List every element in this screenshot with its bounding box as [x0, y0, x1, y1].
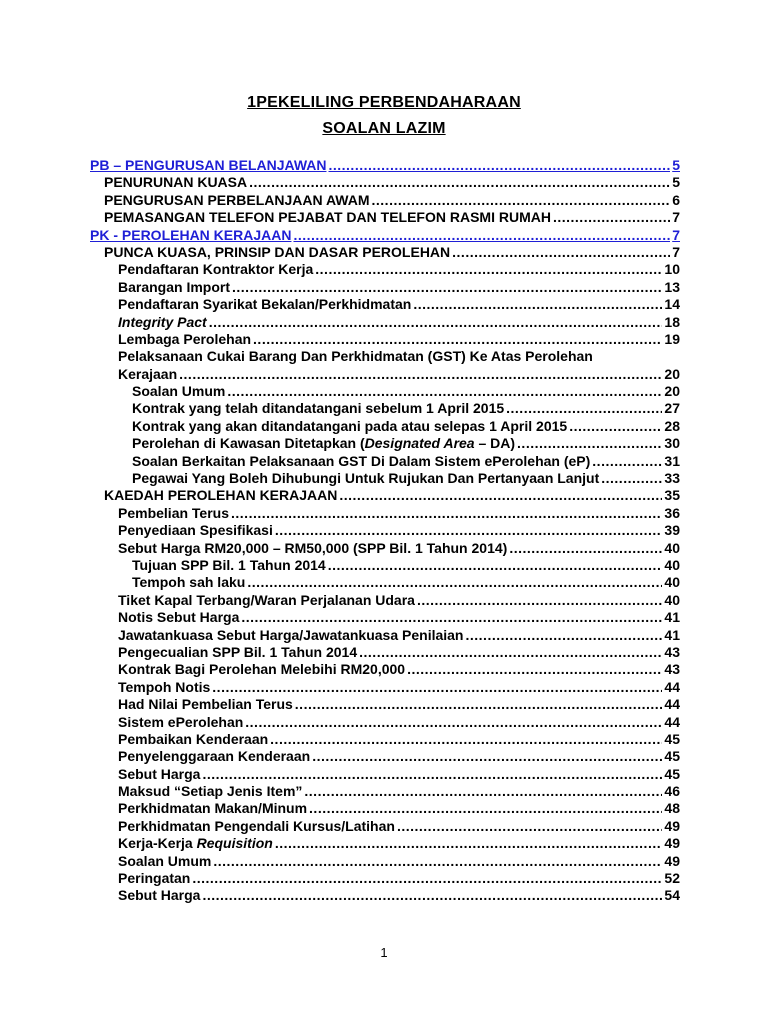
- toc-leader-dots: [372, 192, 671, 209]
- toc-page-number: 43: [664, 661, 680, 678]
- toc-entry: [90, 435, 680, 452]
- toc-page-number: 45: [664, 765, 680, 782]
- toc-entry: [90, 366, 680, 383]
- toc-entry: [90, 661, 680, 678]
- toc-entry-title: Tempoh Notis: [118, 678, 211, 695]
- toc-entry: [90, 853, 680, 870]
- toc-entry-title: Kontrak yang akan ditandatangani pada atau selepas 1 April 2015: [132, 417, 568, 434]
- toc-page-number: 41: [664, 609, 680, 626]
- toc-page-number: 28: [664, 417, 680, 434]
- toc-entry-title: Tujuan SPP Bil. 1 Tahun 2014: [132, 556, 326, 573]
- toc-entry: [90, 174, 680, 191]
- toc-leader-dots: [249, 174, 670, 191]
- toc-leader-dots: [232, 279, 662, 296]
- document-title: 1PEKELILING PERBENDAHARAAN: [247, 94, 521, 111]
- toc-page-number: 20: [664, 365, 680, 382]
- toc-entry-title: Pembelian Terus: [118, 504, 230, 521]
- toc-leader-dots: [509, 540, 662, 557]
- toc-entry-title: PB – PENGURUSAN BELANJAWAN: [90, 157, 327, 173]
- toc-entry-title: Soalan Umum: [132, 383, 226, 400]
- toc-entry-title: PEMASANGAN TELEFON PEJABAT DAN TELEFON RASMI RUMAH: [104, 209, 551, 226]
- toc-page-number: 27: [664, 400, 680, 417]
- toc-entry: [90, 835, 680, 852]
- toc-entry-title: Peringatan: [118, 870, 191, 887]
- toc-entry-title: Barangan Import: [118, 278, 231, 295]
- toc-page-number: 36: [664, 504, 680, 521]
- toc-leader-dots: [309, 800, 662, 817]
- toc-page-number: 45: [664, 730, 680, 747]
- toc-entry-title: [132, 435, 515, 452]
- toc-page-number: 10: [664, 261, 680, 278]
- toc-entry-title: Sebut Harga: [118, 765, 201, 782]
- toc-entry: [90, 696, 680, 713]
- toc-leader-dots: [601, 470, 662, 487]
- toc-entry: [90, 487, 680, 504]
- toc-page-number: 45: [664, 748, 680, 765]
- table-of-contents: [90, 157, 680, 905]
- toc-leader-dots: [212, 679, 662, 696]
- toc-page-number: 49: [664, 835, 680, 852]
- toc-page-number: 44: [664, 678, 680, 695]
- toc-entry-title: Soalan Berkaitan Pelaksanaan GST Di Dalam Sistem ePerolehan (eP): [132, 452, 591, 469]
- document-subtitle: SOALAN LAZIM: [322, 120, 446, 137]
- toc-leader-dots: [417, 592, 662, 609]
- toc-leader-dots: [247, 574, 662, 591]
- toc-entry: [90, 383, 680, 400]
- toc-section-link[interactable]: [90, 227, 680, 244]
- toc-entry-title: PUNCA KUASA, PRINSIP DAN DASAR PEROLEHAN: [104, 243, 451, 260]
- toc-leader-dots: [339, 487, 662, 504]
- toc-leader-dots: [241, 609, 662, 626]
- toc-leader-dots: [315, 261, 662, 278]
- toc-page-number: 31: [664, 452, 680, 469]
- toc-page-number: 40: [664, 539, 680, 556]
- toc-entry-title: Pegawai Yang Boleh Dihubungi Untuk Rujukan Dan Pertanyaan Lanjut: [132, 470, 600, 487]
- toc-entry-title: PENGURUSAN PERBELANJAAN AWAM: [104, 191, 370, 208]
- toc-entry-title: Tempoh sah laku: [132, 574, 246, 591]
- toc-leader-dots: [397, 818, 662, 835]
- toc-entry: [90, 592, 680, 609]
- toc-entry-title: Pendaftaran Kontraktor Kerja: [118, 261, 314, 278]
- toc-page-number: 43: [664, 643, 680, 660]
- toc-entry: [90, 314, 680, 331]
- toc-page-number: 49: [664, 817, 680, 834]
- toc-entry-title: Kerajaan: [118, 365, 178, 382]
- toc-entry-title: [118, 835, 273, 852]
- toc-entry-title: Jawatankuasa Sebut Harga/Jawatankuasa Penilaian: [118, 626, 464, 643]
- toc-page-number: 40: [664, 574, 680, 591]
- toc-page-number: 52: [664, 870, 680, 887]
- toc-entry: [90, 279, 680, 296]
- toc-page-number: 20: [664, 383, 680, 400]
- toc-page-number: 49: [664, 852, 680, 869]
- toc-page-number: 35: [664, 487, 680, 504]
- toc-page-number: 40: [664, 556, 680, 573]
- toc-entry: [90, 818, 680, 835]
- toc-page-number: 48: [664, 800, 680, 817]
- toc-entry: [90, 244, 680, 261]
- toc-leader-dots: [270, 731, 662, 748]
- toc-entry-title: Kontrak yang telah ditandatangani sebelum 1 April 2015: [132, 400, 505, 417]
- toc-entry: [90, 261, 680, 278]
- toc-entry-title: Soalan Umum: [118, 852, 212, 869]
- toc-entry: [90, 887, 680, 904]
- toc-entry-title: Tiket Kapal Terbang/Waran Perjalanan Udara: [118, 591, 415, 608]
- toc-leader-dots: [359, 644, 662, 661]
- toc-entry-title: Integrity Pact: [118, 313, 207, 330]
- toc-entry-title-italic: Requisition: [196, 835, 273, 852]
- toc-entry-title: Perkhidmatan Makan/Minum: [118, 800, 308, 817]
- toc-leader-dots: [328, 157, 670, 174]
- toc-leader-dots: [592, 453, 662, 470]
- toc-leader-dots: [231, 505, 662, 522]
- toc-entry-title: Perkhidmatan Pengendali Kursus/Latihan: [118, 817, 395, 834]
- toc-page-number: 5: [672, 174, 680, 191]
- toc-page-number: 18: [664, 313, 680, 330]
- toc-page-number: 14: [664, 296, 680, 313]
- toc-leader-dots: [293, 227, 670, 244]
- toc-leader-dots: [179, 366, 662, 383]
- toc-entry: [90, 522, 680, 539]
- toc-entry: [90, 748, 680, 765]
- toc-entry-title: Notis Sebut Harga: [118, 609, 240, 626]
- toc-leader-dots: [295, 696, 663, 713]
- toc-leader-dots: [253, 331, 662, 348]
- toc-entry-title: Sebut Harga: [118, 887, 201, 904]
- toc-entry: [90, 627, 680, 644]
- toc-page-number: 46: [664, 783, 680, 800]
- toc-entry: [90, 209, 680, 226]
- page-number: 1: [380, 945, 388, 960]
- toc-entry: [90, 296, 680, 313]
- toc-leader-dots: [452, 244, 670, 261]
- toc-page-number: 44: [664, 713, 680, 730]
- toc-entry-title: PK - PEROLEHAN KERAJAAN: [90, 226, 292, 243]
- toc-entry-title: Lembaga Perolehan: [118, 330, 252, 347]
- toc-entry-title: Pelaksanaan Cukai Barang Dan Perkhidmatan (GST) Ke Atas Perolehan: [118, 348, 593, 365]
- toc-entry: [90, 192, 680, 209]
- toc-page-number: 7: [672, 209, 680, 226]
- toc-entry: [90, 679, 680, 696]
- toc-entry-title: Sistem ePerolehan: [118, 713, 244, 730]
- toc-leader-dots: [304, 783, 662, 800]
- toc-entry-title: Maksud “Setiap Jenis Item”: [118, 783, 303, 800]
- toc-entry-title: Had Nilai Pembelian Terus: [118, 696, 293, 713]
- toc-leader-dots: [328, 557, 663, 574]
- toc-leader-dots: [213, 853, 662, 870]
- toc-leader-dots: [192, 870, 662, 887]
- toc-leader-dots: [413, 296, 662, 313]
- toc-entry-title: Penyelenggaraan Kenderaan: [118, 748, 311, 765]
- toc-page-number: 39: [664, 522, 680, 539]
- toc-entry-title: Kontrak Bagi Perolehan Melebihi RM20,000: [118, 661, 406, 678]
- toc-entry: [90, 870, 680, 887]
- toc-leader-dots: [312, 748, 662, 765]
- toc-page-number: 13: [664, 278, 680, 295]
- toc-page-number: 6: [672, 191, 680, 208]
- toc-page-number: 33: [664, 470, 680, 487]
- toc-entry: [90, 766, 680, 783]
- toc-entry-title-part: – DA): [474, 435, 516, 452]
- toc-entry-title: Pengecualian SPP Bil. 1 Tahun 2014: [118, 643, 358, 660]
- toc-entry: [90, 574, 680, 591]
- toc-entry: [90, 540, 680, 557]
- toc-entry: [90, 609, 680, 626]
- toc-leader-dots: [202, 887, 662, 904]
- toc-leader-dots: [506, 400, 662, 417]
- toc-entry-title: Sebut Harga RM20,000 – RM50,000 (SPP Bil. 1 Tahun 2014): [118, 539, 508, 556]
- toc-entry: [90, 557, 680, 574]
- toc-entry: [90, 800, 680, 817]
- toc-page-number: 7: [672, 226, 680, 243]
- toc-entry-title: Penyediaan Spesifikasi: [118, 522, 273, 539]
- toc-entry-title: Pembaikan Kenderaan: [118, 730, 269, 747]
- toc-entry: [90, 453, 680, 470]
- toc-leader-dots: [553, 209, 670, 226]
- toc-leader-dots: [202, 766, 662, 783]
- toc-entry-title: KAEDAH PEROLEHAN KERAJAAN: [104, 487, 338, 504]
- toc-leader-dots: [517, 435, 662, 452]
- toc-entry: [90, 400, 680, 417]
- toc-page-number: 44: [664, 696, 680, 713]
- toc-leader-dots: [275, 835, 663, 852]
- toc-leader-dots: [275, 522, 663, 539]
- toc-entry: [90, 644, 680, 661]
- toc-entry: [90, 505, 680, 522]
- toc-leader-dots: [466, 627, 663, 644]
- toc-page-number: 54: [664, 887, 680, 904]
- toc-page-number: 5: [672, 157, 680, 173]
- toc-page-number: 7: [672, 243, 680, 260]
- toc-page-number: 41: [664, 626, 680, 643]
- toc-page-number: 40: [664, 591, 680, 608]
- toc-entry: [90, 714, 680, 731]
- toc-entry: [90, 470, 680, 487]
- toc-entry: [90, 783, 680, 800]
- toc-leader-dots: [245, 714, 662, 731]
- toc-leader-dots: [227, 383, 662, 400]
- toc-leader-dots: [407, 661, 662, 678]
- toc-entry-title-part: Kerja-Kerja: [118, 835, 197, 852]
- toc-entry-title-part: Perolehan di Kawasan Ditetapkan (: [132, 435, 365, 452]
- toc-section-link[interactable]: [90, 157, 680, 174]
- toc-entry: [90, 331, 680, 348]
- toc-entry-title-italic: Designated Area: [364, 435, 475, 452]
- toc-entry-title: Pendaftaran Syarikat Bekalan/Perkhidmatan: [118, 296, 412, 313]
- toc-entry: [90, 348, 680, 365]
- toc-leader-dots: [209, 314, 663, 331]
- toc-entry-title: PENURUNAN KUASA: [104, 174, 248, 191]
- toc-page-number: 19: [664, 330, 680, 347]
- toc-entry: [90, 418, 680, 435]
- toc-page-number: 30: [664, 435, 680, 452]
- toc-entry: [90, 731, 680, 748]
- toc-leader-dots: [569, 418, 662, 435]
